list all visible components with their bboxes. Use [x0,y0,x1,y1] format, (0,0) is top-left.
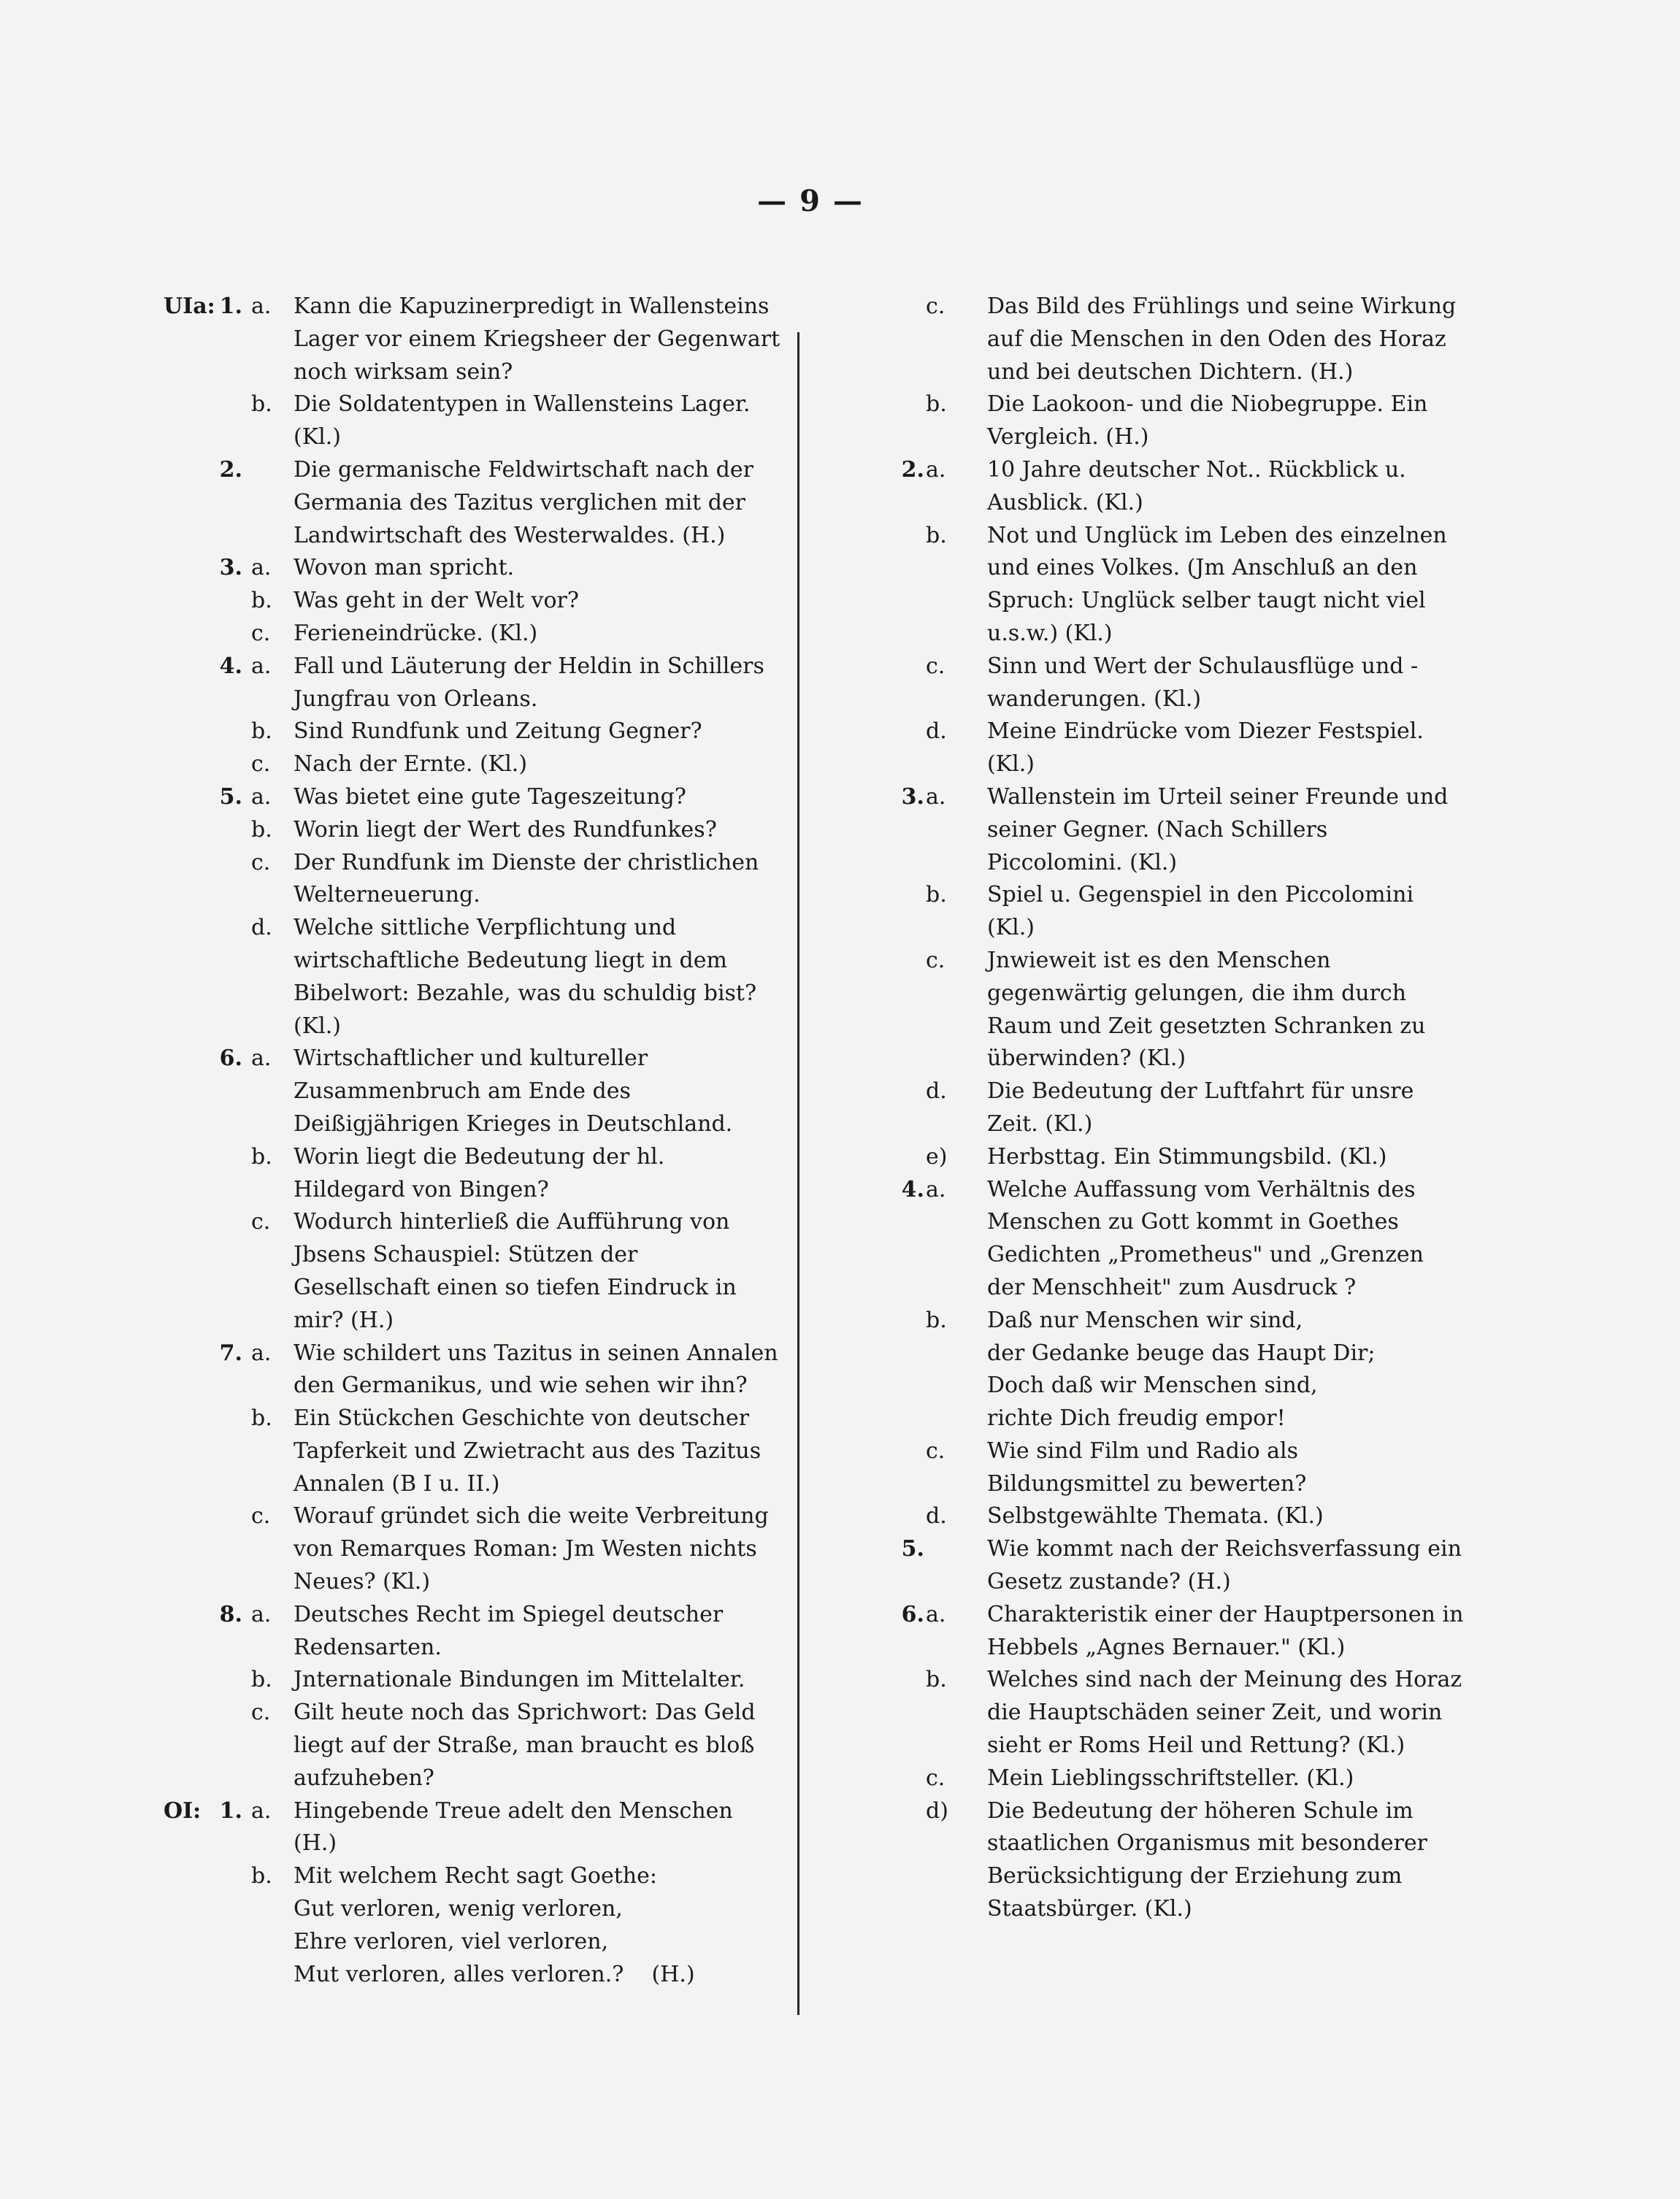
topic-letter: b. [251,1667,272,1693]
topic-entry [859,1664,1465,1762]
topic-entry [859,1599,1465,1665]
topic-entry [164,388,780,454]
topic-entry [859,1174,1465,1305]
topic-text: Wodurch hinterließ die Aufführung von Jbsens Schauspiel: Stützen der Gesellschaft einen so tiefen Eindruck in mir? (H.) [294,1209,737,1333]
topic-text: Sinn und Wert der Schulausflüge und -wanderungen. (Kl.) [987,653,1419,712]
topic-letter: a. [251,1045,272,1072]
column-divider [797,332,799,2015]
topic-number: 3. [901,783,924,810]
topic-number: 4. [219,653,242,679]
topic-text: Welche sittliche Verpflichtung und wirtschaftliche Bedeutung liegt in dem Bibelwort: Bezahle, was du schuldig bist? (Kl.) [294,915,757,1039]
topic-number: 1. [219,1797,242,1824]
topic-number: 6. [219,1045,242,1072]
topic-letter: a. [251,1797,272,1824]
topic-letter: b. [926,391,947,418]
topic-letter: a. [926,1176,946,1202]
page-number: — 9 — [757,184,864,218]
topic-text: Das Bild des Frühlings und seine Wirkung auf die Menschen in den Oden des Horaz und bei deutschen Dichtern. (H.) [987,293,1457,385]
topic-text: 10 Jahre deutscher Not.. Rückblick u. Ausblick. (Kl.) [987,456,1406,515]
topic-text: Herbsttag. Ein Stimmungsbild. (Kl.) [987,1143,1387,1170]
topic-text: Was bietet eine gute Tageszeitung? [294,783,686,810]
topic-text: Fall und Läuterung der Heldin in Schillers Jungfrau von Orleans. [294,653,764,712]
topic-entry [164,814,780,847]
topic-entry [164,618,780,651]
topic-number: 6. [901,1601,924,1627]
topic-text: Worin liegt der Wert des Rundfunkes? [294,816,717,843]
topic-entry [859,781,1465,879]
topic-text: Die germanische Feldwirtschaft nach der Germania des Tazitus verglichen mit der Landwirtschaft des Westerwaldes. (H.) [294,456,753,548]
topic-text: Die Bedeutung der höheren Schule im staatlichen Organismus mit besonderer Berücksichtigung der Erziehung zum Staatsbürger. (Kl.) [987,1797,1428,1922]
topic-letter: c. [251,1503,271,1530]
class-label: OI: [164,1797,202,1824]
topic-text: Kann die Kapuzinerpredigt in Wallensteins Lager vor einem Kriegsheer der Gegenwart noch wirksam sein? [294,293,780,385]
topic-letter: a. [926,1601,946,1627]
topic-entry [164,1697,780,1795]
topic-entry [859,945,1465,1075]
topic-letter: a. [251,1340,272,1366]
topic-number: 2. [219,456,242,483]
topic-text: Gilt heute noch das Sprichwort: Das Geld liegt auf der Straße, man braucht es bloß aufzuheben? [294,1700,756,1791]
topic-letter: c. [251,1700,271,1726]
topic-letter: a. [926,783,946,810]
topic-entry [859,879,1465,945]
topic-text: Wovon man spricht. [294,555,515,581]
topic-entry [164,454,780,552]
topic-entry [859,454,1465,520]
topic-entry [859,291,1465,388]
topic-text: Wie kommt nach der Reichsverfassung ein Gesetz zustande? (H.) [987,1536,1462,1595]
topic-text: Ferieneindrücke. (Kl.) [294,620,538,646]
topic-letter: b. [251,1863,272,1889]
topic-entry [859,1075,1465,1141]
topic-text: Hingebende Treue adelt den Menschen (H.) [294,1797,733,1857]
topic-text: Worin liegt die Bedeutung der hl. Hildegard von Bingen? [294,1143,665,1202]
topic-letter: a. [251,1601,272,1627]
topic-text: Wie sind Film und Radio als Bildungsmittel zu bewerten? [987,1438,1307,1497]
topic-text: Die Soldatentypen in Wallensteins Lager. (Kl.) [294,391,751,450]
topic-letter: a. [251,293,272,319]
topic-letter: b. [251,816,272,843]
topic-letter: a. [926,456,946,483]
topic-number: 5. [901,1536,924,1562]
topic-text: Jnternationale Bindungen im Mittelalter. [294,1667,745,1693]
topic-text: Worauf gründet sich die weite Verbreitung von Remarques Roman: Jm Westen nichts Neues? (Kl.) [294,1503,769,1595]
topic-letter: c. [251,620,271,646]
topic-entry [164,715,780,748]
topic-entry [164,912,780,1043]
topic-text: Selbstgewählte Themata. (Kl.) [987,1503,1324,1530]
topic-entry [859,1795,1465,1926]
topic-letter: a. [251,555,272,581]
topic-entry [164,291,780,388]
topic-entry [164,781,780,814]
topic-text: Die Bedeutung der Luftfahrt für unsre Zeit. (Kl.) [987,1078,1414,1137]
topic-entry [164,1860,780,1991]
topic-entry [164,651,780,716]
topic-text: Mit welchem Recht sagt Goethe: Gut verloren, wenig verloren, Ehre verloren, viel verloren, Mut verloren, alles verloren.? (H.) [294,1863,695,1987]
topic-letter: d) [926,1797,948,1824]
topic-letter: c. [926,293,946,319]
topic-letter: c. [926,1438,946,1464]
topic-letter: b. [926,1307,947,1333]
topic-number: 4. [901,1176,924,1202]
topic-text: Ein Stückchen Geschichte von deutscher Tapferkeit und Zwietracht aus des Tazitus Annalen (B I u. II.) [294,1405,762,1497]
topic-letter: b. [926,882,947,908]
topic-letter: d. [251,915,272,941]
topic-entry [164,1795,780,1861]
topic-entry [164,1206,780,1337]
topic-letter: b. [251,588,272,614]
topic-text: Jnwieweit ist es den Menschen gegenwärtig gelungen, die ihm durch Raum und Zeit gesetzten Schranken zu überwinden? (Kl.) [987,947,1426,1072]
topic-entry [164,748,780,781]
topic-text: Was geht in der Welt vor? [294,588,579,614]
topic-text: Der Rundfunk im Dienste der christlichen Welterneuerung. [294,849,759,908]
topic-entry [164,1664,780,1697]
topic-letter: c. [926,1765,946,1791]
topic-entry [859,1435,1465,1501]
topic-letter: b. [251,391,272,418]
topic-number: 3. [219,555,242,581]
topic-entry [859,715,1465,781]
topic-number: 8. [219,1601,242,1627]
topic-letter: e) [926,1143,948,1170]
topic-entry [859,388,1465,454]
topic-entry [164,1599,780,1665]
class-label: UIa: [164,293,215,319]
topic-letter: c. [251,1209,271,1235]
topic-letter: b. [926,1667,947,1693]
topic-text: Not und Unglück im Leben des einzelnen und eines Volkes. (Jm Anschluß an den Spruch: Unglück selber taugt nicht viel u.s.w.) (Kl.) [987,522,1447,646]
topic-entry [859,1533,1465,1599]
topic-entry [859,520,1465,651]
topic-entry [164,1338,780,1403]
topic-text: Sind Rundfunk und Zeitung Gegner? [294,718,702,745]
topic-letter: d. [926,718,947,745]
topic-entry [164,585,780,618]
topic-number: 7. [219,1340,242,1366]
right-column [859,291,1465,1926]
topic-entry [164,552,780,585]
left-column [164,291,780,1991]
topic-text: Nach der Ernte. (Kl.) [294,751,528,778]
topic-entry [164,847,780,913]
topic-entry [164,1500,780,1598]
topic-letter: c. [251,751,271,778]
topic-number: 2. [901,456,924,483]
topic-letter: b. [926,522,947,548]
topic-letter: d. [926,1503,947,1530]
topic-text: Deutsches Recht im Spiegel deutscher Redensarten. [294,1601,724,1660]
topic-text: Welches sind nach der Meinung des Horaz die Hauptschäden seiner Zeit, und worin sieht er Roms Heil und Rettung? (Kl.) [987,1667,1462,1759]
topic-letter: b. [251,1143,272,1170]
topic-text: Meine Eindrücke vom Diezer Festspiel. (Kl.) [987,718,1424,778]
topic-entry [859,1762,1465,1795]
topic-number: 5. [219,783,242,810]
topic-letter: c. [251,849,271,875]
topic-text: Die Laokoon- und die Niobegruppe. Ein Vergleich. (H.) [987,391,1428,450]
topic-letter: d. [926,1078,947,1105]
topic-text: Mein Lieblingsschriftsteller. (Kl.) [987,1765,1354,1791]
topic-text: Daß nur Menschen wir sind, der Gedanke beuge das Haupt Dir; Doch daß wir Menschen sind, richte Dich freudig empor! [987,1307,1376,1432]
topic-entry [164,1402,780,1500]
topic-text: Charakteristik einer der Hauptpersonen in Hebbels „Agnes Bernauer." (Kl.) [987,1601,1464,1660]
topic-entry [164,1043,780,1140]
topic-letter: a. [251,653,272,679]
topic-text: Wallenstein im Urteil seiner Freunde und seiner Gegner. (Nach Schillers Piccolomini. (Kl.) [987,783,1449,875]
topic-text: Spiel u. Gegenspiel in den Piccolomini (Kl.) [987,882,1414,941]
topic-number: 1. [219,293,242,319]
topic-text: Wirtschaftlicher und kultureller Zusammenbruch am Ende des Deißigjährigen Krieges in Deutschland. [294,1045,733,1137]
topic-entry [859,1141,1465,1174]
topic-entry [859,1500,1465,1533]
topic-letter: c. [926,653,946,679]
topic-entry [859,1305,1465,1435]
topic-letter: b. [251,1405,272,1432]
topic-text: Wie schildert uns Tazitus in seinen Annalen den Germanikus, und wie sehen wir ihn? [294,1340,778,1399]
topic-entry [859,651,1465,716]
topic-text: Welche Auffassung vom Verhältnis des Menschen zu Gott kommt in Goethes Gedichten „Prometheus" und „Grenzen der Menschheit" zum Ausdruck ? [987,1176,1424,1300]
topic-letter: b. [251,718,272,745]
topic-entry [164,1141,780,1207]
topic-letter: c. [926,947,946,973]
topic-letter: a. [251,783,272,810]
